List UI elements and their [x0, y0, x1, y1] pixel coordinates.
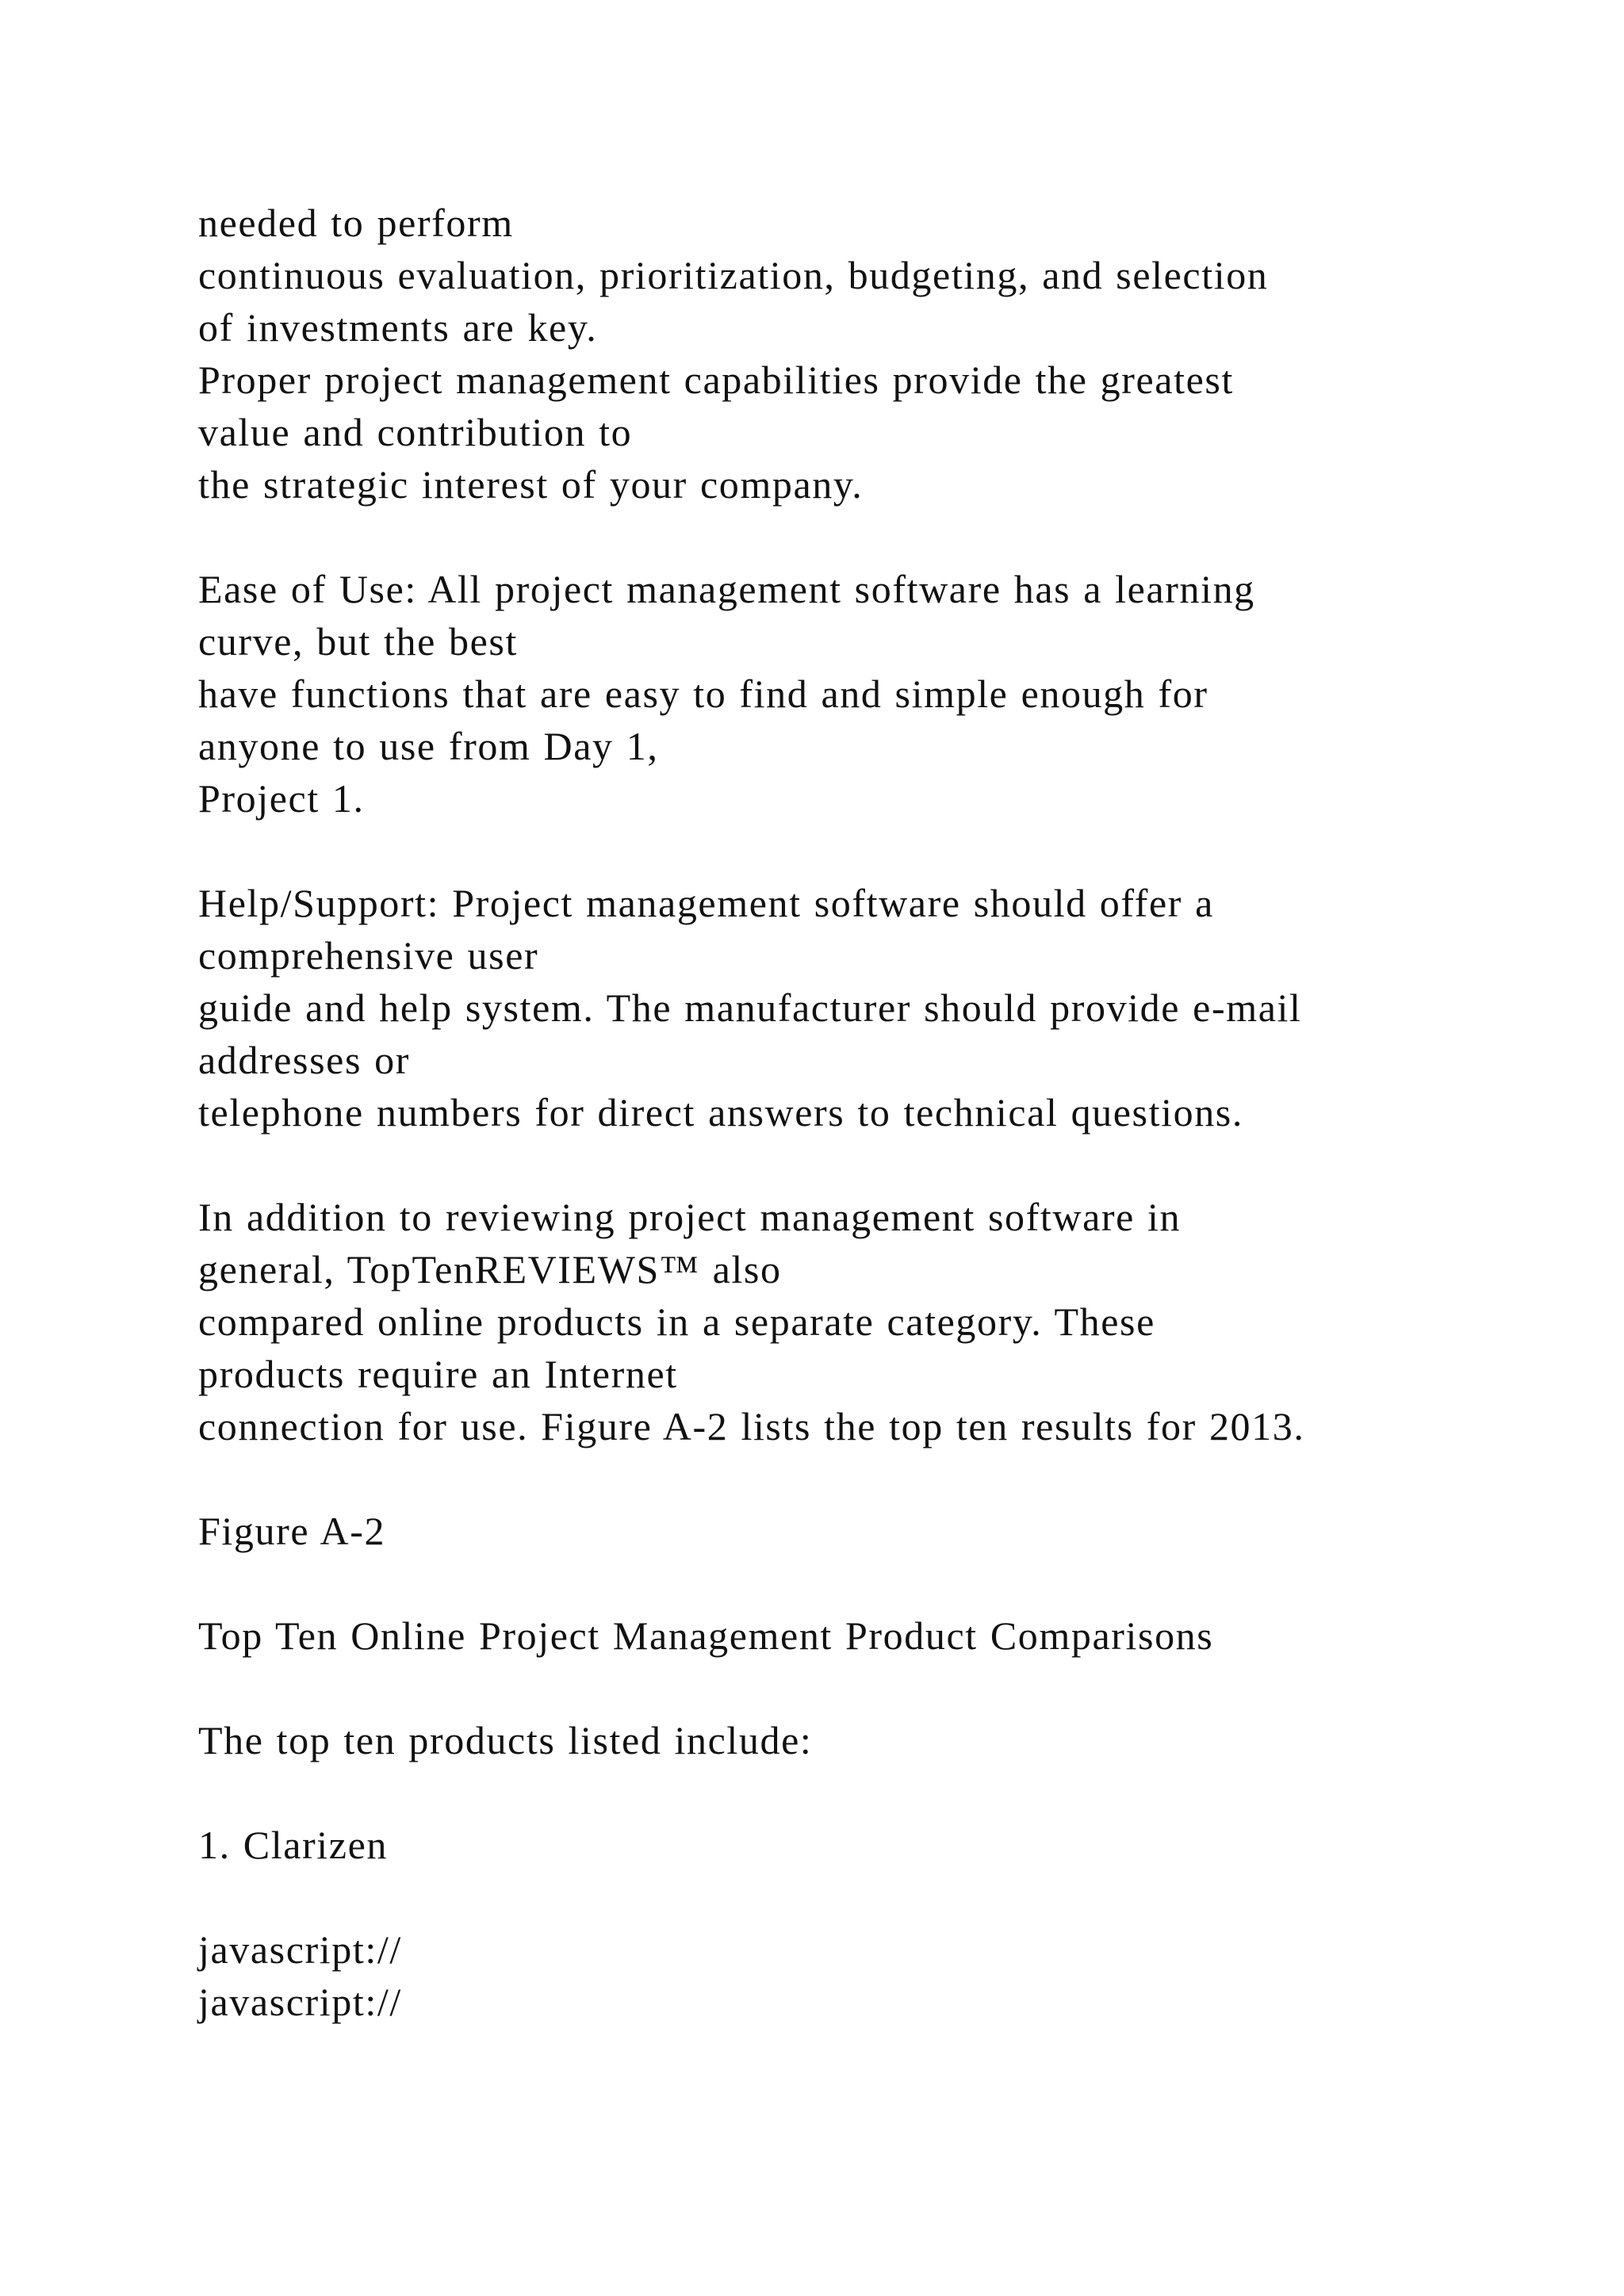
text-line: Help/Support: Project management software should offer a — [198, 881, 1214, 925]
text-line: guide and help system. The manufacturer should provide e-mail — [198, 985, 1302, 1030]
list-intro: The top ten products listed include: — [198, 1718, 813, 1762]
paragraph-gap — [198, 1662, 1546, 1714]
link-text[interactable]: javascript:// — [198, 1980, 402, 2024]
text-line: Proper project management capabilities provide the greatest — [198, 358, 1234, 402]
text-line: needed to perform — [198, 201, 514, 245]
paragraph-online-products — [198, 1191, 1546, 1452]
text-line: telephone numbers for direct answers to technical questions. — [198, 1090, 1243, 1135]
text-line: general, TopTenREVIEWS™ also — [198, 1247, 782, 1292]
paragraph-gap — [198, 825, 1546, 877]
text-line: anyone to use from Day 1, — [198, 724, 659, 768]
text-line: have functions that are easy to find and simple enough for — [198, 672, 1208, 716]
paragraph-help-support — [198, 877, 1546, 1138]
text-line: Project 1. — [198, 776, 365, 821]
paragraph-gap — [198, 1138, 1546, 1191]
text-line: products require an Internet — [198, 1352, 678, 1396]
paragraph-gap — [198, 1871, 1546, 1923]
paragraph-ease-of-use — [198, 563, 1546, 825]
paragraph-gap — [198, 1557, 1546, 1609]
text-line: connection for use. Figure A-2 lists the top ten results for 2013. — [198, 1404, 1305, 1448]
list-item: 1. Clarizen — [198, 1823, 388, 1867]
text-line: value and contribution to — [198, 410, 633, 454]
figure-label: Figure A-2 — [198, 1509, 386, 1553]
text-line: continuous evaluation, prioritization, budgeting, and selection — [198, 253, 1269, 297]
paragraph-gap — [198, 1766, 1546, 1819]
document-body — [198, 197, 1546, 2028]
paragraph-gap — [198, 1452, 1546, 1505]
text-line: addresses or — [198, 1038, 410, 1082]
text-line: of investments are key. — [198, 305, 598, 350]
text-line: comprehensive user — [198, 933, 539, 978]
text-line: compared online products in a separate category. These — [198, 1299, 1155, 1344]
paragraph-gap — [198, 511, 1546, 563]
text-line: In addition to reviewing project management software in — [198, 1195, 1182, 1239]
text-line: curve, but the best — [198, 619, 518, 664]
link-text[interactable]: javascript:// — [198, 1927, 402, 1972]
paragraph-investment — [198, 197, 1546, 511]
text-line: the strategic interest of your company. — [198, 462, 864, 507]
figure-title: Top Ten Online Project Management Product Comparisons — [198, 1613, 1214, 1658]
text-line: Ease of Use: All project management software has a learning — [198, 567, 1255, 611]
